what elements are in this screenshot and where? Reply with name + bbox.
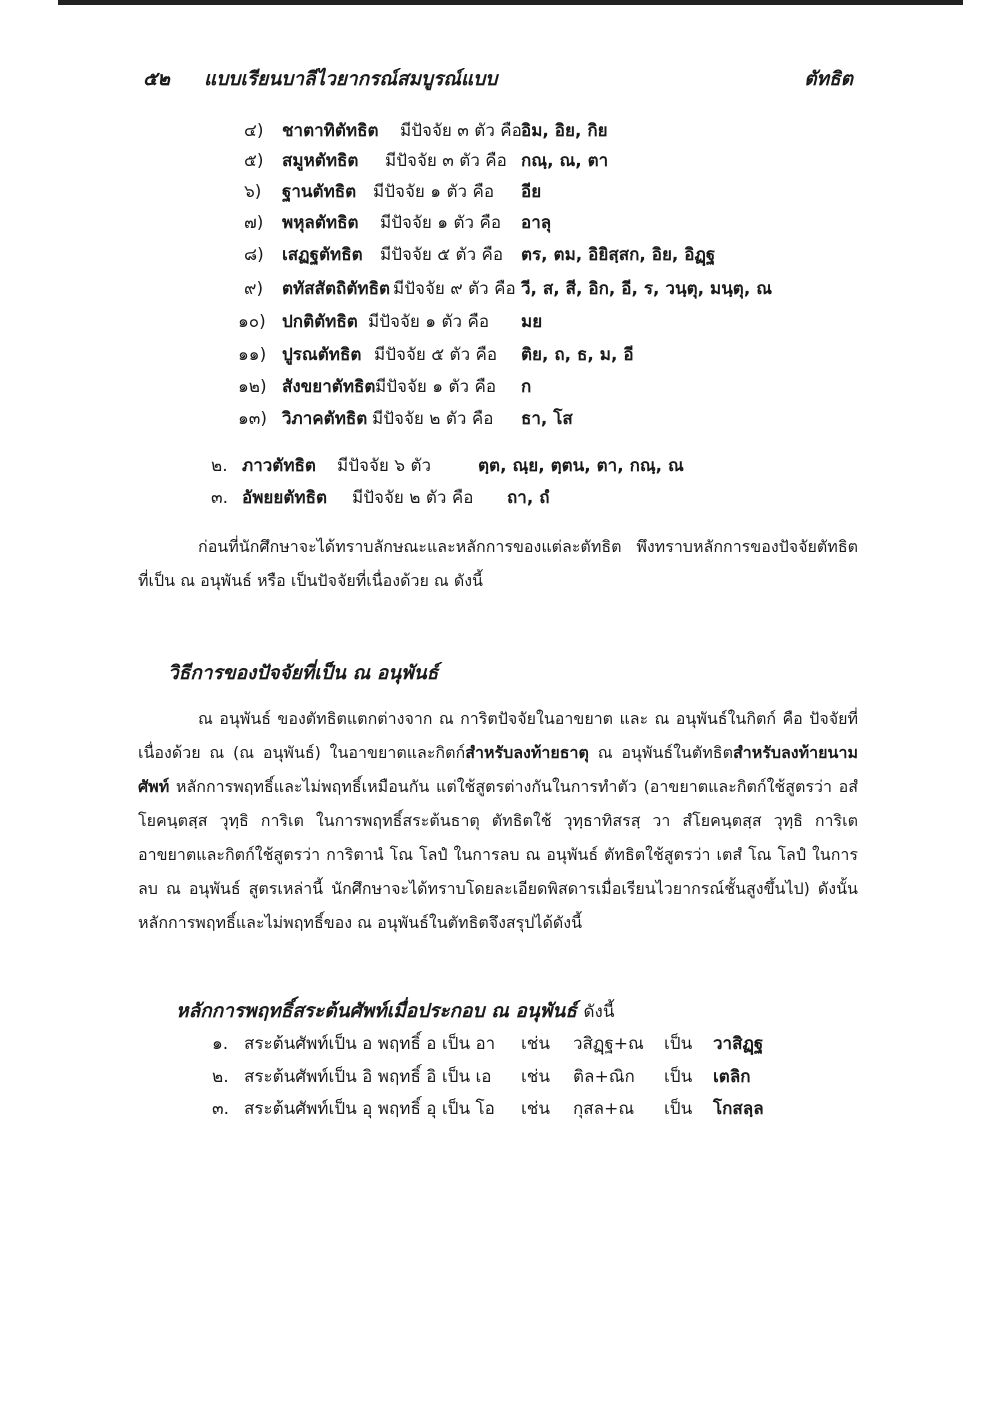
list-item: [0, 1029, 1000, 1059]
item-number: ๗): [244, 213, 264, 233]
item-suffixes: ติย, ถ, ธ, ม, อี: [521, 345, 634, 365]
list-item: [0, 1062, 1000, 1092]
item-desc: มีปัจจัย ๕ ตัว คือ: [374, 345, 498, 365]
item-name: สังขยาตัทธิต: [282, 377, 376, 397]
item-suffixes: ตฺต, ณฺย, ตฺตน, ตา, กณฺ, ณ: [478, 456, 684, 476]
item-number: ๖): [244, 182, 262, 202]
rule-number: ๒.: [212, 1067, 229, 1087]
top-scan-bar: [58, 0, 963, 5]
list-item: [0, 372, 1000, 402]
list-item: [0, 451, 1000, 481]
section-heading: วิธีการของปัจจัยที่เป็น ณ อนุพันธ์: [168, 662, 439, 684]
item-name: ภาวตัทธิต: [242, 456, 316, 476]
rule-number: ๓.: [212, 1099, 230, 1119]
intro-text: ก่อนที่นักศึกษาจะได้ทราบลักษณะและหลักการของแต่ละตัทธิต พึงทราบหลักการของปัจจัยตัทธิตที่เป็น ณ อนุพันธ์ หรือ เป็นปัจจัยที่เนื่องด้วย ณ ดังนี้: [138, 537, 858, 590]
item-desc: มีปัจจัย ๑ ตัว คือ: [373, 182, 495, 202]
item-suffixes: อีย: [521, 182, 542, 202]
chapter-title: ตัทธิต: [804, 68, 853, 90]
section1-text-1: ณ อนุพันธ์ ของตัทธิตแตกต่างจาก ณ การิตปัจจัยในอาขยาต และ ณ อนุพันธ์ในกิตก์ คือ ปัจจัยที่เนื่องด้วย ณ (ณ อนุพันธ์) ในอาขยาตและกิตก์: [138, 709, 858, 762]
list-item: [0, 240, 1000, 270]
item-suffixes: ถา, ถํ: [507, 488, 550, 508]
result: วาสิฏฺฐ: [713, 1034, 764, 1054]
item-number: ๔): [244, 121, 264, 141]
section1-bold-1: สำหรับลงท้ายธาตุ: [465, 743, 589, 762]
item-suffixes: กณฺ, ณ, ตา: [521, 151, 609, 171]
result-label: เป็น: [664, 1099, 693, 1119]
item-name: อัพยยตัทธิต: [242, 488, 327, 508]
item-name: ปกติตัทธิต: [282, 312, 358, 332]
example-label: เช่น: [521, 1099, 550, 1119]
item-desc: มีปัจจัย ๒ ตัว คือ: [352, 488, 474, 508]
item-desc: มีปัจจัย ๓ ตัว คือ: [385, 151, 507, 171]
section1-text-3: หลักการพฤทธิ์และไม่พฤทธิ์เหมือนกัน แต่ใช้สูตรต่างกันในการทำตัว (อาขยาตและกิตก์ใช้สูตรว่า อสํโยคนฺตสฺส วุทฺธิ การิเต ในการพฤทธิ์สระต้นธาตุ ตัทธิตใช้ วุทฺธาทิสรสฺ วา สํโยคนฺตสฺส วุทฺธิ การิเต อาขยาตและกิตก์ใช้สูตรว่า การิตานํ โณ โลปํ ในการลบ ณ อนุพันธ์ ตัทธิตใช้สูตรว่า เตสํ โณ โลปํ ในการลบ ณ อนุพันธ์ สูตรเหล่านี้ นักศึกษาจะได้ทราบโดยละเอียดพิสดารเมื่อเรียนไวยากรณ์ชั้นสูงขึ้นไป) ดังนั้น หลักการพฤทธิ์และไม่พฤทธิ์ของ ณ อนุพันธ์ในตัทธิตจึงสรุปได้ดังนี้: [138, 777, 858, 932]
item-desc: มีปัจจัย ๑ ตัว คือ: [380, 213, 502, 233]
example-label: เช่น: [521, 1067, 550, 1087]
item-name: เสฏฐตัทธิต: [282, 245, 363, 265]
result: เตลิก: [713, 1067, 751, 1087]
item-number: ๑๒): [238, 377, 267, 397]
example: วสิฏฺฐ+ณ: [573, 1034, 644, 1054]
item-desc: มีปัจจัย ๑ ตัว คือ: [368, 312, 490, 332]
page-header: [0, 64, 1000, 94]
item-suffixes: ธา, โส: [521, 409, 573, 429]
item-suffixes: อิม, อิย, กิย: [521, 121, 608, 141]
item-suffixes: ตร, ตม, อิยิสฺสก, อิย, อิฏฺฐ: [521, 245, 716, 265]
result: โกสลฺล: [713, 1099, 764, 1119]
list-item: [0, 116, 1000, 146]
item-desc: มีปัจจัย ๙ ตัว คือ: [393, 279, 516, 299]
section1-text-2: ณ อนุพันธ์ในตัทธิต: [588, 743, 733, 762]
item-number: ๑๑): [238, 345, 267, 365]
list-item: [0, 274, 1000, 304]
item-number: ๓.: [211, 488, 229, 508]
rule-text: สระต้นศัพท์เป็น อิ พฤทธิ์ อิ เป็น เอ: [244, 1067, 492, 1087]
item-name: ตทัสสัตถิตัทธิต: [282, 279, 390, 299]
item-name: สมูหตัทธิต: [282, 151, 359, 171]
section2-heading-tail: ดังนี้: [583, 1002, 615, 1022]
item-number: ๘): [244, 245, 264, 265]
item-number: ๑๓): [238, 409, 268, 429]
section-heading: [176, 996, 614, 1026]
item-name: พหุลตัทธิต: [282, 213, 359, 233]
item-number: ๑๐): [238, 312, 266, 332]
rule-text: สระต้นศัพท์เป็น อุ พฤทธิ์ อุ เป็น โอ: [244, 1099, 495, 1119]
list-item: [0, 307, 1000, 337]
item-number: ๙): [244, 279, 264, 299]
list-item: [0, 404, 1000, 434]
rule-text: สระต้นศัพท์เป็น อ พฤทธิ์ อ เป็น อา: [244, 1034, 496, 1054]
book-title: แบบเรียนบาลีไวยากรณ์สมบูรณ์แบบ: [204, 68, 498, 90]
list-item: [0, 483, 1000, 513]
example-label: เช่น: [521, 1034, 550, 1054]
list-item: [0, 1094, 1000, 1124]
section1-paragraph: [138, 702, 858, 940]
result-label: เป็น: [664, 1067, 693, 1087]
example: กุสล+ณ: [573, 1099, 635, 1119]
item-desc: มีปัจจัย ๖ ตัว: [337, 456, 432, 476]
item-desc: มีปัจจัย ๕ ตัว คือ: [380, 245, 504, 265]
example: ติล+ณิก: [573, 1067, 635, 1087]
item-number: ๒.: [211, 456, 228, 476]
section2-heading-text: หลักการพฤทธิ์สระต้นศัพท์เมื่อประกอบ ณ อนุพันธ์: [176, 1000, 577, 1022]
item-desc: มีปัจจัย ๓ ตัว คือ: [400, 121, 522, 141]
item-number: ๕): [244, 151, 264, 171]
item-suffixes: อาลุ: [521, 213, 552, 233]
item-suffixes: มย: [521, 312, 543, 332]
item-desc: มีปัจจัย ๑ ตัว คือ: [375, 377, 497, 397]
item-suffixes: วี, ส, สี, อิก, อี, ร, วนฺตุ, มนฺตุ, ณ: [521, 279, 772, 299]
item-suffixes: ก: [521, 377, 532, 397]
list-item: [0, 146, 1000, 176]
item-desc: มีปัจจัย ๒ ตัว คือ: [372, 409, 494, 429]
item-name: ปูรณตัทธิต: [282, 345, 362, 365]
list-item: [0, 208, 1000, 238]
list-item: [0, 177, 1000, 207]
result-label: เป็น: [664, 1034, 693, 1054]
intro-paragraph: [138, 530, 858, 598]
list-item: [0, 340, 1000, 370]
item-name: ฐานตัทธิต: [282, 182, 357, 202]
page-number: ๕๒: [143, 68, 170, 90]
item-name: วิภาคตัทธิต: [282, 409, 368, 429]
item-name: ชาตาทิตัทธิต: [282, 121, 379, 141]
section1-bold-2: สำหรับลงท้ายนามศัพท์: [138, 743, 858, 796]
rule-number: ๑.: [212, 1034, 229, 1054]
